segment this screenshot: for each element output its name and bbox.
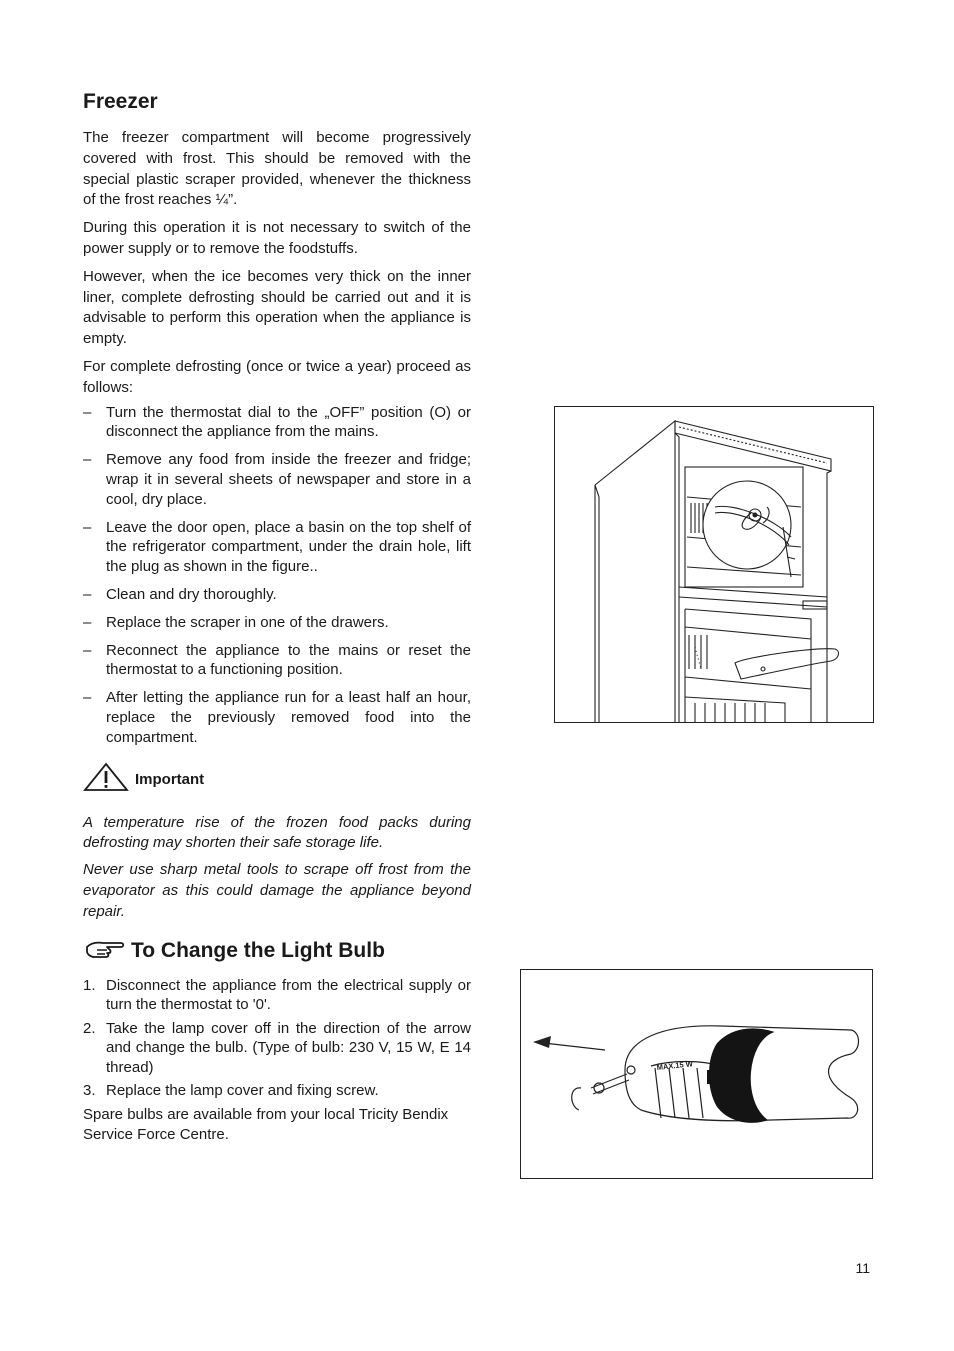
defrost-figure [554, 406, 874, 723]
step-text: Take the lamp cover off in the direction of the arrow and change the bulb. (Type of bulb: 230 V, 15 W, E 14 thread) [106, 1019, 471, 1076]
list-item: – Leave the door open, place a basin on the top shelf of the refrigerator compartment, under the drain hole, lift the plug as shown in the figure.. [83, 518, 471, 577]
step-text: Disconnect the appliance from the electrical supply or turn the thermostat to '0'. [106, 976, 471, 1013]
fridge-illustration [555, 407, 873, 722]
bulb-heading [83, 937, 471, 966]
list-item [83, 1019, 471, 1078]
lamp-figure [520, 969, 873, 1179]
step-number: 3. [83, 1082, 96, 1099]
freezer-title: Freezer [83, 90, 158, 113]
pointing-hand-icon [83, 937, 127, 966]
step-text: Replace the lamp cover and fixing screw. [106, 1082, 379, 1099]
freezer-paragraph: However, when the ice becomes very thick on the inner liner, complete defrosting should be carried out and it is advisable to perform this operation when the appliance is empty. [83, 267, 471, 348]
list-item: – Turn the thermostat dial to the „OFF” position (O) or disconnect the appliance from the mains. [83, 403, 471, 443]
important-label: Important [135, 770, 205, 788]
page-number: 11 [855, 1260, 870, 1276]
warning-text: Never use sharp metal tools to scrape off frost from the evaporator as this could damage the appliance beyond repair. [83, 861, 471, 920]
list-item: – Remove any food from inside the freezer and fridge; wrap it in several sheets of newspaper and store in a cool, dry place. [83, 450, 471, 509]
warning-text: A temperature rise of the frozen food packs during defrosting may shorten their safe storage life. [83, 813, 471, 852]
list-item [83, 1081, 471, 1101]
important-heading [83, 762, 471, 797]
lamp-illustration [521, 970, 872, 1178]
text-column [83, 90, 471, 1153]
list-item: – After letting the appliance run for a least half an hour, replace the previously removed food into the compartment. [83, 688, 471, 747]
freezer-paragraph: The freezer compartment will become progressively covered with frost. This should be removed with the special plastic scraper provided, whenever the thickness of the frost reaches ¼”. [83, 129, 471, 209]
list-item: – Clean and dry thoroughly. [83, 585, 471, 605]
bulb-steps-list [83, 976, 471, 1101]
lamp-max-label: MAX.15 W [656, 1059, 694, 1072]
freezer-paragraph: During this operation it is not necessary to switch of the power supply or to remove the foodstuffs. [83, 219, 471, 257]
spare-bulbs-note: Spare bulbs are available from your local Tricity Bendix Service Force Centre. [83, 1105, 449, 1144]
list-item: – Replace the scraper in one of the drawers. [83, 613, 471, 633]
list-item: – Reconnect the appliance to the mains or reset the thermostat to a functioning position. [83, 641, 471, 681]
freezer-paragraph: For complete defrosting (once or twice a year) proceed as follows: [83, 357, 471, 396]
step-number: 1. [83, 976, 96, 994]
list-item [83, 976, 471, 1015]
warning-triangle-icon [83, 762, 129, 797]
defrost-steps-list [83, 403, 471, 748]
bulb-title: To Change the Light Bulb [131, 939, 385, 962]
step-number: 2. [83, 1019, 96, 1037]
